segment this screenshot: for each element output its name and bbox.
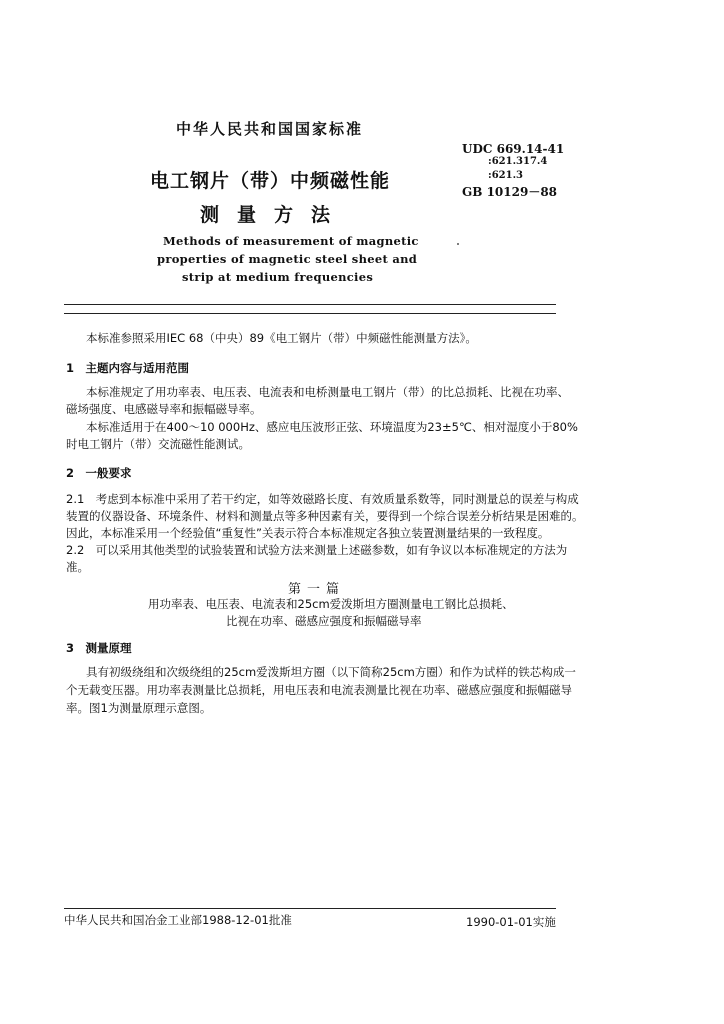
udc-code-line3: :621.3 — [488, 170, 524, 181]
standard-issuer: 中华人民共和国国家标准 — [176, 120, 364, 138]
approval-date: 中华人民共和国冶金工业部1988-12-01批准 — [64, 913, 292, 927]
clause-2-1-line1: 2.1 考虑到本标准中采用了若干约定，如等效磁路长度、有效质量系数等，同时测量总的误差与构成 — [66, 492, 579, 506]
section-3-paragraph-line2: 个无载变压器。用功率表测量比总损耗，用电压表和电流表测量比视在功率、磁感应强度和振幅磁导 — [66, 683, 572, 697]
scan-speck — [457, 243, 459, 245]
section-3-paragraph-line3: 率。图1为测量原理示意图。 — [66, 701, 212, 715]
section-3-heading: 3 测量原理 — [66, 641, 132, 655]
section-1-paragraph-1-line2: 磁场强度、电感磁导率和振幅磁导率。 — [66, 402, 262, 416]
section-1-paragraph-1-line1: 本标准规定了用功率表、电压表、电流表和电桥测量电工钢片（带）的比总损耗、比视在功率、 — [86, 385, 569, 399]
document-title-line2: 测量方法 — [200, 204, 349, 226]
clause-2-2-line2: 准。 — [66, 560, 89, 574]
clause-2-2-line1: 2.2 可以采用其他类型的试验装置和试验方法来测量上述磁参数，如有争议以本标准规定的方法为 — [66, 543, 568, 557]
section-2-heading: 2 一般要求 — [66, 466, 132, 480]
clause-2-1-line2: 装置的仪器设备、环境条件、材料和测量点等多种因素有关，要得到一个综合误差分析结果是困难的。 — [66, 509, 584, 523]
english-title-line3: strip at medium frequencies — [182, 270, 374, 284]
part-one-title: 第一篇 — [288, 582, 346, 597]
effective-date: 1990-01-01实施 — [466, 915, 556, 929]
part-one-subtitle-line1: 用功率表、电压表、电流表和25cm爱泼斯坦方圈测量电工钢比总损耗、 — [148, 597, 514, 611]
clause-2-1-line3: 因此，本标准采用一个经验值“重复性”关表示符合本标准规定各独立装置测量结果的一致程度。 — [66, 526, 550, 540]
gb-standard-number: GB 10129－88 — [462, 185, 558, 199]
header-divider-thick — [64, 313, 556, 314]
document-title-line1: 电工钢片（带）中频磁性能 — [150, 170, 391, 192]
english-title-line1: Methods of measurement of magnetic — [163, 234, 419, 248]
part-one-subtitle-line2: 比视在功率、磁感应强度和振幅磁导率 — [226, 614, 422, 628]
section-1-heading: 1 主题内容与适用范围 — [66, 361, 190, 375]
section-1-paragraph-2-line1: 本标准适用于在400～10 000Hz、感应电压波形正弦、环境温度为23±5℃、相对湿度小于80% — [86, 420, 578, 434]
intro-paragraph: 本标准参照采用IEC 68（中央）89《电工钢片（带）中频磁性能测量方法》。 — [86, 331, 477, 345]
english-title-line2: properties of magnetic steel sheet and — [157, 252, 418, 266]
section-3-paragraph-line1: 具有初级绕组和次级绕组的25cm爱泼斯坦方圈（以下简称25cm方圈）和作为试样的铁芯构成一 — [86, 665, 576, 679]
udc-code-line1: UDC 669.14-41 — [462, 142, 565, 156]
footer-divider — [64, 908, 556, 909]
header-divider-thin — [64, 304, 556, 305]
udc-code-line2: :621.317.4 — [488, 156, 548, 167]
section-1-paragraph-2-line2: 时电工钢片（带）交流磁性能测试。 — [66, 437, 250, 451]
